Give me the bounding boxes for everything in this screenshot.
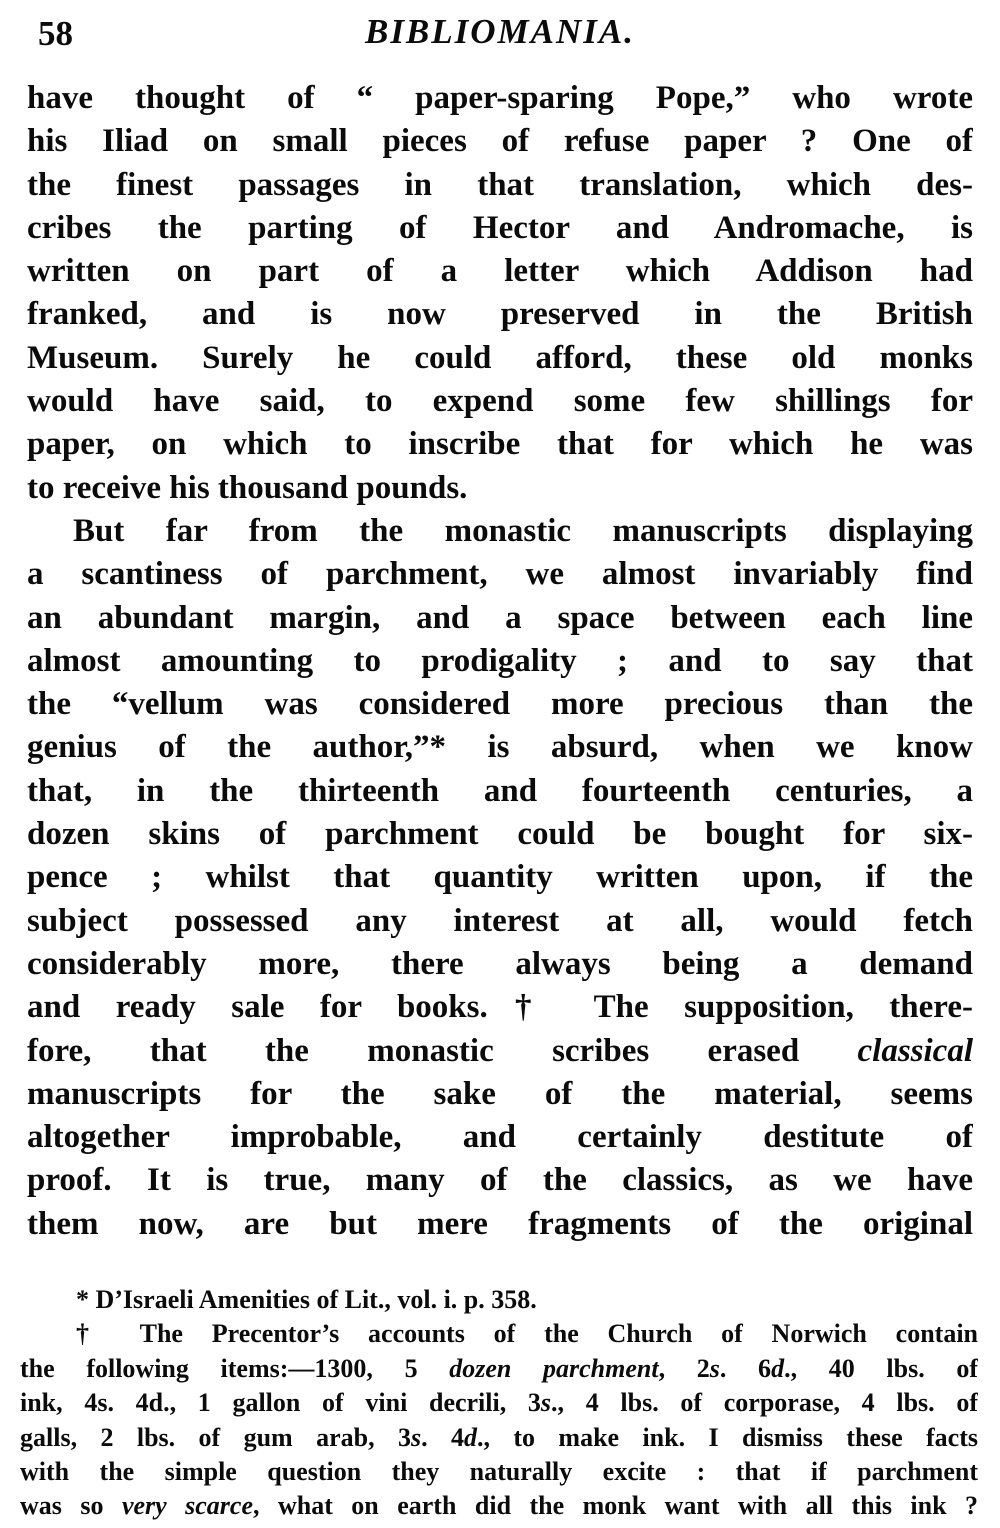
text-segment: dozen skins of parchment could be bought for six- <box>27 816 973 853</box>
text-segment: ., 40 lbs. of <box>784 1353 978 1383</box>
text-segment: galls, 2 lbs. of gum arab, 3 <box>20 1422 411 1452</box>
body-line <box>27 380 973 423</box>
page-number: 58 <box>38 14 73 53</box>
text-segment: them now, are but mere fragments of the original <box>27 1205 973 1242</box>
footnote-line <box>20 1386 978 1420</box>
text-segment: Museum. Surely he could afford, these old monks <box>27 339 973 376</box>
footnote-line <box>20 1421 978 1455</box>
body-line <box>27 77 973 120</box>
body-line <box>27 467 973 510</box>
text-segment: But far from the monastic manuscripts displaying <box>73 512 973 549</box>
text-segment: genius of the author,”* is absurd, when we know <box>27 729 973 766</box>
body-line <box>27 943 973 986</box>
text-segment: to receive his thousand pounds. <box>27 469 468 506</box>
text-segment: have thought of “ paper-sparing Pope,” who wrote <box>27 80 973 116</box>
body-line <box>27 337 973 380</box>
text-segment: his Iliad on small pieces of refuse paper ? One of <box>27 123 973 160</box>
text-segment: an abundant margin, and a space between each line <box>27 599 973 636</box>
body-text <box>27 77 973 1246</box>
footnote-line <box>20 1283 978 1317</box>
body-line <box>27 726 973 769</box>
text-segment: the finest passages in that translation, which des- <box>27 166 973 203</box>
footnote-line <box>20 1455 978 1489</box>
body-line <box>27 553 973 596</box>
italic-text-segment: very scarce <box>121 1491 253 1521</box>
italic-text-segment: classical <box>857 1032 973 1069</box>
running-title: BIBLIOMANIA. <box>364 12 636 51</box>
text-segment: proof. It is true, many of the classics, as we have <box>27 1162 973 1199</box>
text-segment: the following items:—1300, 5 <box>20 1353 450 1383</box>
text-segment: with the simple question they naturally excite : that if parchment <box>20 1456 978 1486</box>
body-line <box>27 986 973 1029</box>
footnote-line <box>20 1352 978 1386</box>
body-line <box>27 770 973 813</box>
text-segment: considerably more, there always being a demand <box>27 945 973 982</box>
text-segment: pence ; whilst that quantity written upon, if the <box>27 859 973 896</box>
footnote-line <box>20 1489 978 1523</box>
body-line <box>27 1159 973 1202</box>
italic-text-segment: s <box>709 1353 720 1383</box>
text-segment: . 4 <box>421 1422 464 1452</box>
body-line <box>27 856 973 899</box>
text-segment: written on part of a letter which Addison had <box>27 253 973 290</box>
body-line <box>27 640 973 683</box>
italic-text-segment: dozen parchment <box>449 1353 659 1383</box>
footnotes <box>20 1283 978 1524</box>
text-segment: fore, that the monastic scribes erased <box>27 1032 858 1069</box>
text-segment: altogether improbable, and certainly destitute of <box>27 1119 973 1156</box>
italic-text-segment: d <box>463 1422 477 1452</box>
italic-text-segment: s <box>540 1388 552 1418</box>
text-segment: paper, on which to inscribe that for which he was <box>27 426 973 463</box>
italic-text-segment: s <box>410 1422 422 1452</box>
body-line <box>27 1203 973 1246</box>
body-line <box>27 164 973 207</box>
text-segment: cribes the parting of Hector and Andromache, is <box>27 209 973 246</box>
body-line <box>27 1073 973 1116</box>
text-segment: , 2 <box>658 1353 710 1383</box>
text-segment: was so <box>20 1491 122 1521</box>
body-line <box>27 293 973 336</box>
text-segment: franked, and is now preserved in the British <box>27 296 973 333</box>
body-line <box>27 423 973 466</box>
body-line <box>27 207 973 250</box>
text-segment: , what on earth did the monk want with all this ink ? <box>253 1491 978 1521</box>
footnote-line <box>20 1317 978 1351</box>
text-segment: the “vellum was considered more precious than the <box>27 686 973 723</box>
body-line <box>27 510 973 553</box>
text-segment: * D’Israeli Amenities of Lit., vol. i. p. 358. <box>76 1285 537 1314</box>
body-line <box>27 1030 973 1073</box>
text-segment: ., to make ink. I dismiss these facts <box>476 1422 978 1452</box>
body-line <box>27 900 973 943</box>
text-segment: almost amounting to prodigality ; and to say that <box>27 642 973 679</box>
italic-text-segment: d <box>771 1353 785 1383</box>
text-segment: ink, 4s. 4d., 1 gallon of vini decrili, 3 <box>20 1388 541 1418</box>
body-line <box>27 683 973 726</box>
text-segment: would have said, to expend some few shillings for <box>27 383 973 420</box>
body-line <box>27 120 973 163</box>
text-segment: . 6 <box>719 1353 772 1383</box>
text-segment: manuscripts for the sake of the material, seems <box>27 1075 973 1112</box>
text-segment: and ready sale for books.† The supposition, there- <box>27 989 973 1026</box>
text-segment: † The Precentor’s accounts of the Church of Norwich contain <box>76 1319 978 1349</box>
running-head <box>0 0 1000 70</box>
text-segment: a scantiness of parchment, we almost invariably find <box>27 556 973 593</box>
text-segment: that, in the thirteenth and fourteenth centuries, a <box>27 772 973 809</box>
body-line <box>27 813 973 856</box>
body-line <box>27 597 973 640</box>
body-line <box>27 250 973 293</box>
body-line <box>27 1116 973 1159</box>
text-segment: subject possessed any interest at all, would fetch <box>27 902 973 939</box>
text-segment: ., 4 lbs. of corporase, 4 lbs. of <box>551 1388 978 1418</box>
